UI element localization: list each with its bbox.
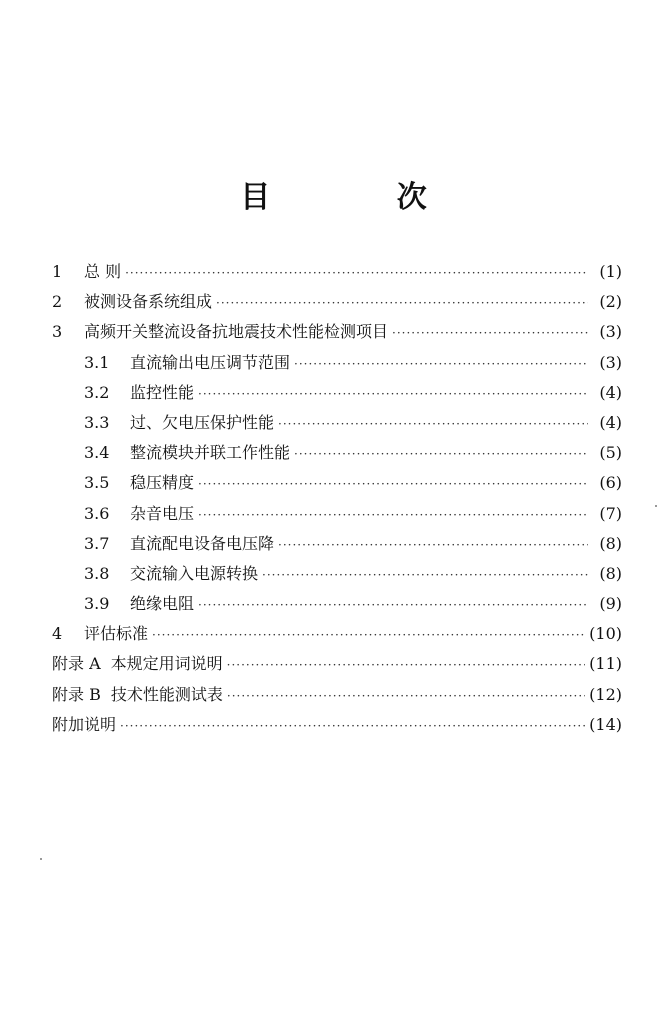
toc-page-number: (3) bbox=[599, 352, 622, 372]
table-of-contents bbox=[52, 257, 622, 740]
toc-page-number: (5) bbox=[599, 443, 622, 463]
toc-entry-3-8[interactable] bbox=[52, 559, 622, 589]
toc-number: 3.3 bbox=[84, 412, 110, 432]
dot-leader bbox=[227, 649, 585, 680]
toc-number: 3 bbox=[52, 322, 63, 342]
dot-leader bbox=[278, 529, 588, 560]
dot-leader bbox=[216, 287, 588, 318]
toc-label: 直流输出电压调节范围 bbox=[130, 352, 291, 372]
toc-label: 高频开关整流设备抗地震技术性能检测项目 bbox=[84, 322, 389, 342]
dot-leader bbox=[294, 438, 588, 469]
dot-leader bbox=[392, 317, 588, 348]
toc-entry-3-4[interactable] bbox=[52, 438, 622, 468]
toc-number: 3.1 bbox=[84, 352, 110, 372]
toc-label: 整流模块并联工作性能 bbox=[130, 443, 291, 463]
toc-number: 附录 A bbox=[52, 654, 101, 674]
page-title: 目 次 bbox=[240, 180, 485, 216]
toc-label: 附加说明 bbox=[52, 714, 117, 734]
dot-leader bbox=[278, 408, 588, 439]
toc-page-number: (8) bbox=[599, 533, 622, 553]
toc-entry-additional-notes[interactable] bbox=[52, 710, 622, 740]
toc-entry-appendix-a[interactable] bbox=[52, 649, 622, 679]
toc-number: 3.7 bbox=[84, 533, 110, 553]
scan-speck bbox=[40, 858, 42, 860]
dot-leader bbox=[198, 468, 588, 499]
dot-leader bbox=[227, 680, 585, 711]
dot-leader bbox=[262, 559, 588, 590]
toc-number: 3.8 bbox=[84, 563, 110, 583]
toc-entry-3-5[interactable] bbox=[52, 468, 622, 498]
toc-entry-3-9[interactable] bbox=[52, 589, 622, 619]
toc-label: 总 则 bbox=[84, 262, 122, 281]
toc-page-number: (4) bbox=[599, 382, 622, 402]
toc-entry-3[interactable] bbox=[52, 317, 622, 347]
toc-entry-4[interactable] bbox=[52, 619, 622, 649]
toc-entry-3-3[interactable] bbox=[52, 408, 622, 438]
toc-number: 3.6 bbox=[84, 503, 110, 523]
dot-leader bbox=[198, 499, 588, 530]
toc-label: 交流输入电源转换 bbox=[130, 563, 259, 583]
toc-page-number: (3) bbox=[599, 322, 622, 342]
toc-number: 2 bbox=[52, 292, 63, 312]
toc-number: 3.9 bbox=[84, 594, 110, 614]
toc-page-number: (10) bbox=[589, 624, 622, 644]
dot-leader bbox=[120, 710, 585, 741]
scan-speck bbox=[655, 505, 657, 507]
toc-label: 过、欠电压保护性能 bbox=[130, 412, 275, 432]
dot-leader bbox=[125, 257, 588, 288]
toc-number: 3.5 bbox=[84, 473, 110, 493]
dot-leader bbox=[198, 378, 588, 409]
toc-label: 稳压精度 bbox=[130, 473, 195, 493]
toc-label: 被测设备系统组成 bbox=[84, 292, 213, 312]
toc-page-number: (9) bbox=[599, 594, 622, 614]
toc-page-number: (8) bbox=[599, 563, 622, 583]
toc-label: 本规定用词说明 bbox=[110, 654, 223, 674]
toc-label: 评估标准 bbox=[84, 624, 149, 644]
toc-number: 1 bbox=[52, 262, 63, 281]
toc-label: 杂音电压 bbox=[130, 503, 195, 523]
dot-leader bbox=[294, 348, 588, 379]
toc-page-number: (14) bbox=[589, 714, 622, 734]
toc-page-number: (6) bbox=[599, 473, 622, 493]
toc-label: 技术性能测试表 bbox=[110, 684, 223, 704]
toc-entry-3-6[interactable] bbox=[52, 499, 622, 529]
toc-page-number: (12) bbox=[589, 684, 622, 704]
toc-label: 监控性能 bbox=[130, 382, 195, 402]
toc-label: 绝缘电阻 bbox=[130, 594, 195, 614]
toc-entry-appendix-b[interactable] bbox=[52, 680, 622, 710]
toc-page-number: (11) bbox=[589, 654, 622, 674]
toc-page-number: (2) bbox=[599, 292, 622, 312]
toc-entry-1[interactable] bbox=[52, 257, 622, 287]
toc-page-number: (7) bbox=[599, 503, 622, 523]
toc-entry-3-2[interactable] bbox=[52, 378, 622, 408]
toc-number: 4 bbox=[52, 624, 63, 644]
dot-leader bbox=[198, 589, 588, 620]
toc-label: 直流配电设备电压降 bbox=[130, 533, 275, 553]
toc-number: 3.2 bbox=[84, 382, 110, 402]
toc-entry-3-7[interactable] bbox=[52, 529, 622, 559]
toc-number: 附录 B bbox=[52, 684, 101, 704]
toc-entry-2[interactable] bbox=[52, 287, 622, 317]
toc-page-number: (1) bbox=[599, 262, 622, 281]
dot-leader bbox=[152, 619, 585, 650]
toc-entry-3-1[interactable] bbox=[52, 348, 622, 378]
toc-page-number: (4) bbox=[599, 412, 622, 432]
toc-number: 3.4 bbox=[84, 443, 110, 463]
